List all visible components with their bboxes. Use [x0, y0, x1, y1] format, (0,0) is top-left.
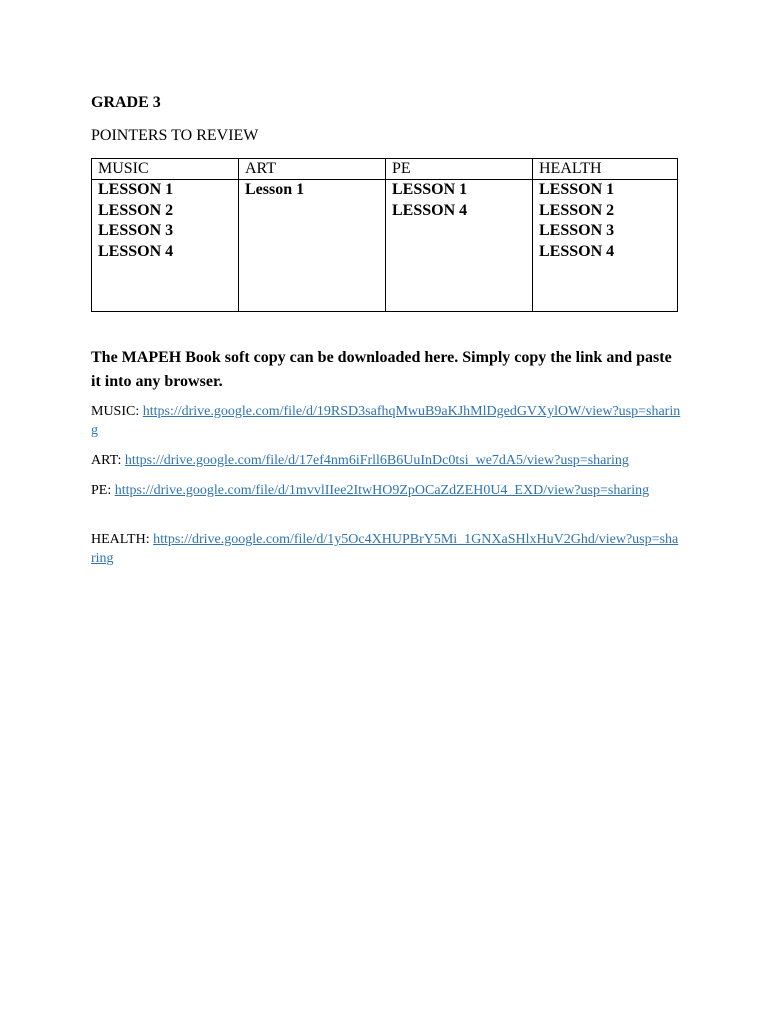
art-link[interactable]: https://drive.google.com/file/d/17ef4nm6iFrll6B6UuInDc0tsi_we7dA5/view?usp=sharing: [124, 453, 629, 468]
music-link[interactable]: https://drive.google.com/file/d/19RSD3safhqMwuB9aKJhMlDgedGVXylOW/view?usp=sharing: [91, 404, 681, 438]
health-link-row: [91, 530, 681, 568]
lesson-item: LESSON 2: [98, 201, 174, 219]
cell-music: [92, 180, 239, 312]
header-health: HEALTH: [533, 159, 678, 180]
cell-art: [239, 180, 386, 312]
download-intro: The MAPEH Book soft copy can be downloaded here. Simply copy the link and paste it into any browser.: [91, 349, 672, 390]
lesson-item: LESSON 3: [98, 222, 174, 240]
music-link-label: MUSIC:: [91, 404, 143, 419]
lesson-item: LESSON 2: [539, 201, 615, 219]
review-table: [91, 158, 678, 312]
lesson-item: LESSON 4: [392, 201, 468, 219]
art-link-label: ART:: [91, 453, 125, 468]
health-link[interactable]: https://drive.google.com/file/d/1y5Oc4XHUPBrY5Mi_1GNXaSHlxHuV2Ghd/view?usp=sharing: [91, 532, 679, 566]
lesson-item: LESSON 4: [539, 242, 615, 260]
cell-pe: [386, 180, 533, 312]
table-row: [92, 180, 678, 312]
grade-title: GRADE 3: [91, 94, 161, 111]
table-header-row: [92, 159, 678, 180]
lesson-item: LESSON 1: [392, 181, 468, 198]
pe-link-row: [91, 481, 681, 500]
lesson-item: LESSON 3: [539, 222, 615, 240]
header-art: ART: [239, 159, 386, 180]
lesson-item: LESSON 1: [539, 181, 615, 198]
music-link-row: [91, 402, 681, 440]
lesson-item: LESSON 1: [98, 181, 174, 198]
pe-link-label: PE:: [91, 483, 115, 498]
header-music: MUSIC: [92, 159, 239, 180]
lesson-item: Lesson 1: [245, 181, 305, 198]
pointers-title: POINTERS TO REVIEW: [91, 127, 259, 144]
cell-health: [533, 180, 678, 312]
health-link-label: HEALTH:: [91, 532, 154, 547]
pe-link[interactable]: https://drive.google.com/file/d/1mvvlIIee2ItwHO9ZpOCaZdZEH0U4_EXD/view?usp=sharing: [114, 483, 650, 498]
header-pe: PE: [386, 159, 533, 180]
lesson-item: LESSON 4: [98, 242, 174, 260]
art-link-row: [91, 451, 681, 470]
